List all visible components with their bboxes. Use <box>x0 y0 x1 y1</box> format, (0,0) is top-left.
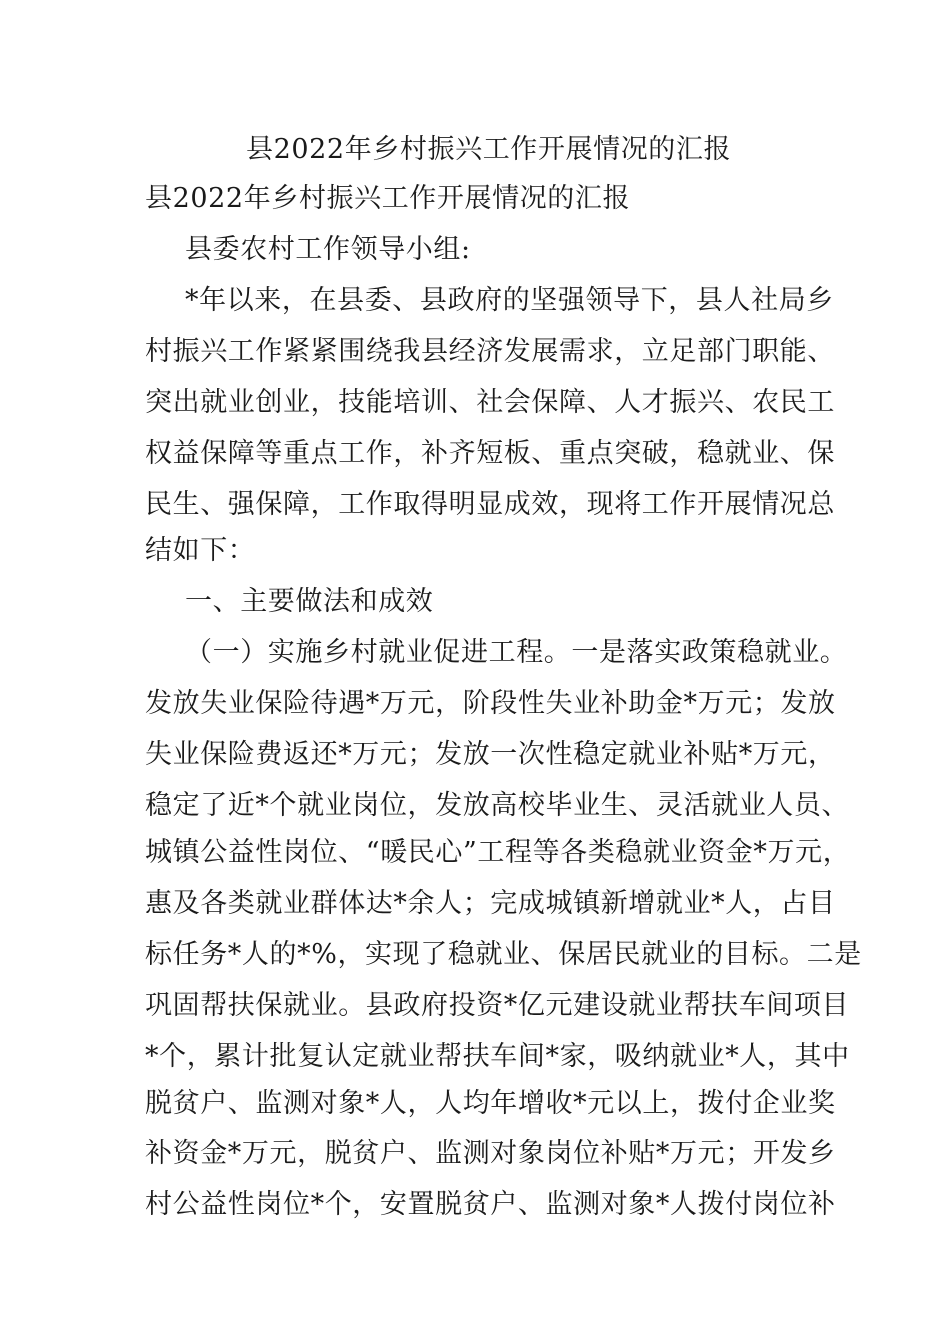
paragraph-line: 城镇公益性岗位、“暖民心”工程等各类稳就业资金*万元， <box>145 837 851 868</box>
paragraph-line: *个，累计批复认定就业帮扶车间*家，吸纳就业*人，其中 <box>145 1041 850 1072</box>
section-heading: 一、主要做法和成效 <box>185 586 434 617</box>
document-title: 县2022年乡村振兴工作开展情况的汇报 <box>246 134 732 165</box>
paragraph-line: 补资金*万元，脱贫户、监测对象岗位补贴*万元；开发乡 <box>145 1138 836 1169</box>
paragraph-line: 突出就业创业，技能培训、社会保障、人才振兴、农民工 <box>145 387 835 418</box>
paragraph-line: 稳定了近*个就业岗位，发放高校毕业生、灵活就业人员、 <box>145 790 850 821</box>
paragraph-line: 村振兴工作紧紧围绕我县经济发展需求，立足部门职能、 <box>145 336 835 367</box>
paragraph-line: 惠及各类就业群体达*余人；完成城镇新增就业*人，占目 <box>145 888 836 919</box>
paragraph-line: *年以来，在县委、县政府的坚强领导下，县人社局乡 <box>185 285 834 316</box>
paragraph-line: 失业保险费返还*万元；发放一次性稳定就业补贴*万元， <box>145 739 836 770</box>
paragraph-line: 村公益性岗位*个，安置脱贫户、监测对象*人拨付岗位补 <box>145 1189 836 1220</box>
paragraph-line: 权益保障等重点工作，补齐短板、重点突破，稳就业、保 <box>145 438 835 469</box>
paragraph-line: （一）实施乡村就业促进工程。一是落实政策稳就业。 <box>185 637 848 668</box>
paragraph-line: 巩固帮扶保就业。县政府投资*亿元建设就业帮扶车间项目 <box>145 990 850 1021</box>
paragraph-line: 标任务*人的*%，实现了稳就业、保居民就业的目标。二是 <box>145 939 862 970</box>
paragraph-line: 脱贫户、监测对象*人，人均年增收*元以上，拨付企业奖 <box>145 1088 836 1119</box>
paragraph-line: 结如下： <box>145 535 256 566</box>
paragraph-line: 民生、强保障，工作取得明显成效，现将工作开展情况总 <box>145 489 835 520</box>
document-subtitle: 县2022年乡村振兴工作开展情况的汇报 <box>145 183 631 214</box>
paragraph-line: 发放失业保险待遇*万元，阶段性失业补助金*万元；发放 <box>145 688 836 719</box>
salutation: 县委农村工作领导小组: <box>185 234 471 265</box>
